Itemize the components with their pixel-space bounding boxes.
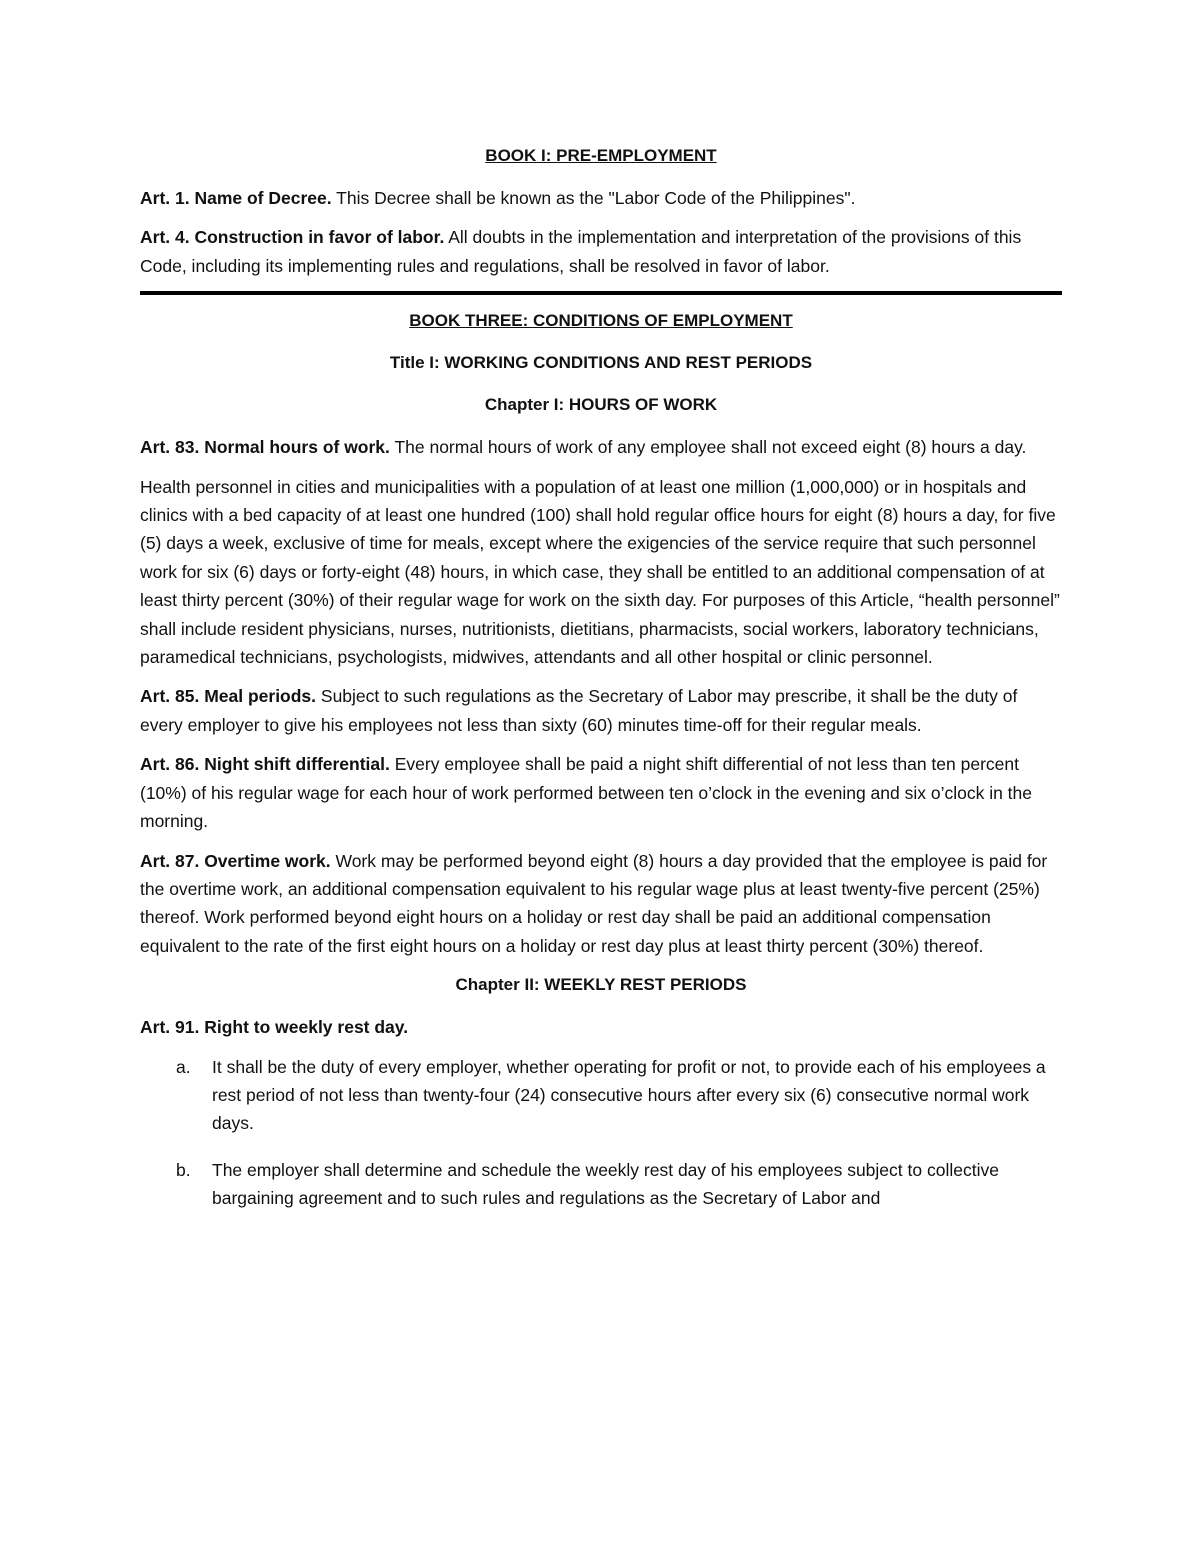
list-marker: a. [176,1056,191,1077]
article-85 [140,682,1062,739]
article-83 [140,433,1062,461]
list-item-text: It shall be the duty of every employer, whether operating for profit or not, to provide each of his employees a rest period of not less than twenty-four (24) consecutive hours after every six (6) consecutive normal work days. [212,1056,1046,1134]
list-item [140,1053,1062,1138]
article-91-label: Art. 91. Right to weekly rest day. [140,1017,409,1038]
article-1 [140,184,1062,212]
article-4-text: All doubts in the implementation and interpretation of the provisions of this Code, including its implementing rules and regulations, shall be resolved in favor of labor. [140,227,1022,276]
article-86-text: Every employee shall be paid a night shift differential of not less than ten percent (10%) of his regular wage for each hour of work performed between ten o’clock in the evening and six o’clock in the morning. [140,754,1033,832]
article-4 [140,223,1062,280]
article-91-list [140,1053,1062,1213]
article-4-label: Art. 4. Construction in favor of labor. [140,227,445,248]
article-91 [140,1013,1062,1041]
chapter-two-heading: Chapter II: WEEKLY REST PERIODS [455,975,747,995]
book-one-heading: BOOK I: PRE-EMPLOYMENT [485,146,717,165]
list-item [140,1156,1062,1213]
article-83-label: Art. 83. Normal hours of work. [140,437,390,458]
article-1-label: Art. 1. Name of Decree. [140,188,332,208]
title-one-heading: Title I: WORKING CONDITIONS AND REST PERIODS [389,353,813,373]
document-page [140,132,1062,1231]
chapter-one-heading: Chapter I: HOURS OF WORK [484,395,718,415]
health-personnel-paragraph: Health personnel in cities and municipalities with a population of at least one million (1,000,000) or in hospitals and clinics with a bed capacity of at least one hundred (100) shall hold regular office hours for eight (8) hours a day, for five (5) days a week, exclusive of time for meals, except where the exigencies of the service require that such personnel work for six (6) days or forty-eight (48) hours, in which case, they shall be entitled to an additional compensation of at least thirty percent (30%) of their regular wage for work on the sixth day. For purposes of this Article, “health personnel” shall include resident physicians, nurses, nutritionists, dietitians, pharmacists, social workers, laboratory technicians, paramedical technicians, psychologists, midwives, attendants and all other hospital or clinic personnel. [140,476,1060,668]
section-divider [140,291,1062,295]
article-87-label: Art. 87. Overtime work. [140,850,331,871]
article-1-text: This Decree shall be known as the "Labor Code of the Philippines". [331,188,856,208]
article-86-label: Art. 86. Night shift differential. [140,754,390,775]
article-87 [140,847,1062,961]
book-three-heading: BOOK THREE: CONDITIONS OF EMPLOYMENT [409,311,793,331]
article-87-text: Work may be performed beyond eight (8) hours a day provided that the employee is paid for the overtime work, an additional compensation equivalent to his regular wage plus at least twenty-five percent (25%) thereof. Work performed beyond eight hours on a holiday or rest day shall be paid an additional compensation equivalent to the rate of the first eight hours on a holiday or rest day plus at least thirty percent (30%) thereof. [140,850,1048,956]
article-83-text: The normal hours of work of any employee shall not exceed eight (8) hours a day. [389,437,1027,458]
list-item-text: The employer shall determine and schedule the weekly rest day of his employees subject to collective bargaining agreement and to such rules and regulations as the Secretary of Labor and [212,1159,999,1209]
list-marker: b. [176,1159,191,1180]
article-85-text: Subject to such regulations as the Secretary of Labor may prescribe, it shall be the duty of every employer to give his employees not less than sixty (60) minutes time-off for their regular meals. [140,686,1018,735]
article-86 [140,750,1062,835]
article-85-label: Art. 85. Meal periods. [140,686,317,707]
